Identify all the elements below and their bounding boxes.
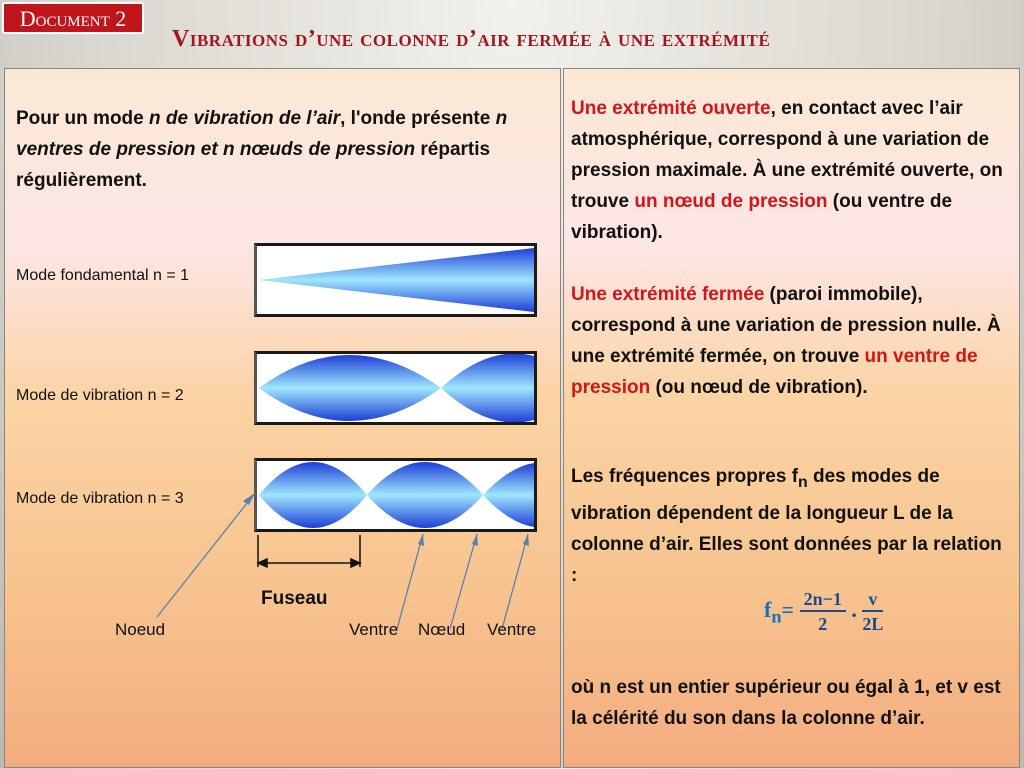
- formula-equals: =: [781, 597, 795, 623]
- fuseau-label: Fuseau: [261, 588, 328, 609]
- mode-label-1: Mode fondamental n = 1: [16, 267, 190, 284]
- denominator-1: 2: [818, 614, 828, 634]
- text-part: Les fréquences propres f: [571, 466, 799, 487]
- paragraph-frequencies: [571, 461, 1011, 591]
- document-badge: Document 2: [2, 2, 144, 34]
- highlight-pressure-antinode: un ventre de pression: [571, 346, 978, 398]
- formula-dot: .: [851, 597, 857, 623]
- intro-part: répartis régulièrement.: [16, 139, 491, 191]
- text-part: (ou ventre de vibration).: [571, 191, 953, 243]
- intro-italic: n ventres de pression et n nœuds de pression: [16, 108, 508, 160]
- mode-label-3: Mode de vibration n = 3: [16, 490, 184, 507]
- frequency-formula: [764, 589, 883, 635]
- annotation-arrows: [5, 69, 562, 769]
- text-part: (ou nœud de vibration).: [650, 377, 868, 398]
- intro-part: , l'onde présente: [340, 108, 496, 129]
- ventre-label-1: Ventre: [349, 620, 399, 639]
- ventre-label-2: Ventre: [487, 620, 537, 639]
- highlight-open-end: Une extrémité ouverte: [571, 98, 771, 119]
- fraction-1: [800, 589, 846, 635]
- text-part: , en contact avec l’air atmosphérique, correspond à une variation de pression maximale. À une extrémité ouverte, on trouve: [571, 98, 1003, 212]
- highlight-closed-end: Une extrémité fermée: [571, 284, 765, 305]
- intro-part: Pour un mode: [16, 108, 149, 129]
- denominator-2: 2L: [862, 614, 884, 634]
- noeud-label-2: Nœud: [418, 620, 466, 639]
- right-panel: [563, 68, 1020, 768]
- text-part: (paroi immobile), correspond à une variation de pression nulle. À une extrémité fermée, on trouve: [571, 284, 1001, 367]
- subscript-n: n: [798, 473, 808, 491]
- noeud-label: Noeud: [115, 620, 166, 639]
- left-panel: [4, 68, 561, 768]
- formula-sub: n: [771, 606, 782, 627]
- paragraph-open-end: [571, 93, 1011, 248]
- highlight-pressure-node: un nœud de pression: [634, 191, 828, 212]
- intro-italic: n de vibration de l’air: [149, 108, 341, 129]
- paragraph-definitions: où n est un entier supérieur ou égal à 1, et v est la célérité du son dans la colonne d’air.: [571, 677, 1001, 729]
- paragraph-closed-end: [571, 279, 1011, 403]
- page-title: Vibrations d’une colonne d’air fermée à une extrémité: [172, 26, 771, 52]
- fraction-2: [862, 589, 883, 635]
- numerator-1: 2n−1: [800, 589, 846, 612]
- formula-f: f: [764, 597, 772, 623]
- text-part: des modes de vibration dépendent de la longueur L de la colonne d’air. Elles sont données par la relation :: [571, 466, 1002, 586]
- mode-label-2: Mode de vibration n = 2: [16, 387, 184, 404]
- numerator-2: v: [862, 589, 883, 612]
